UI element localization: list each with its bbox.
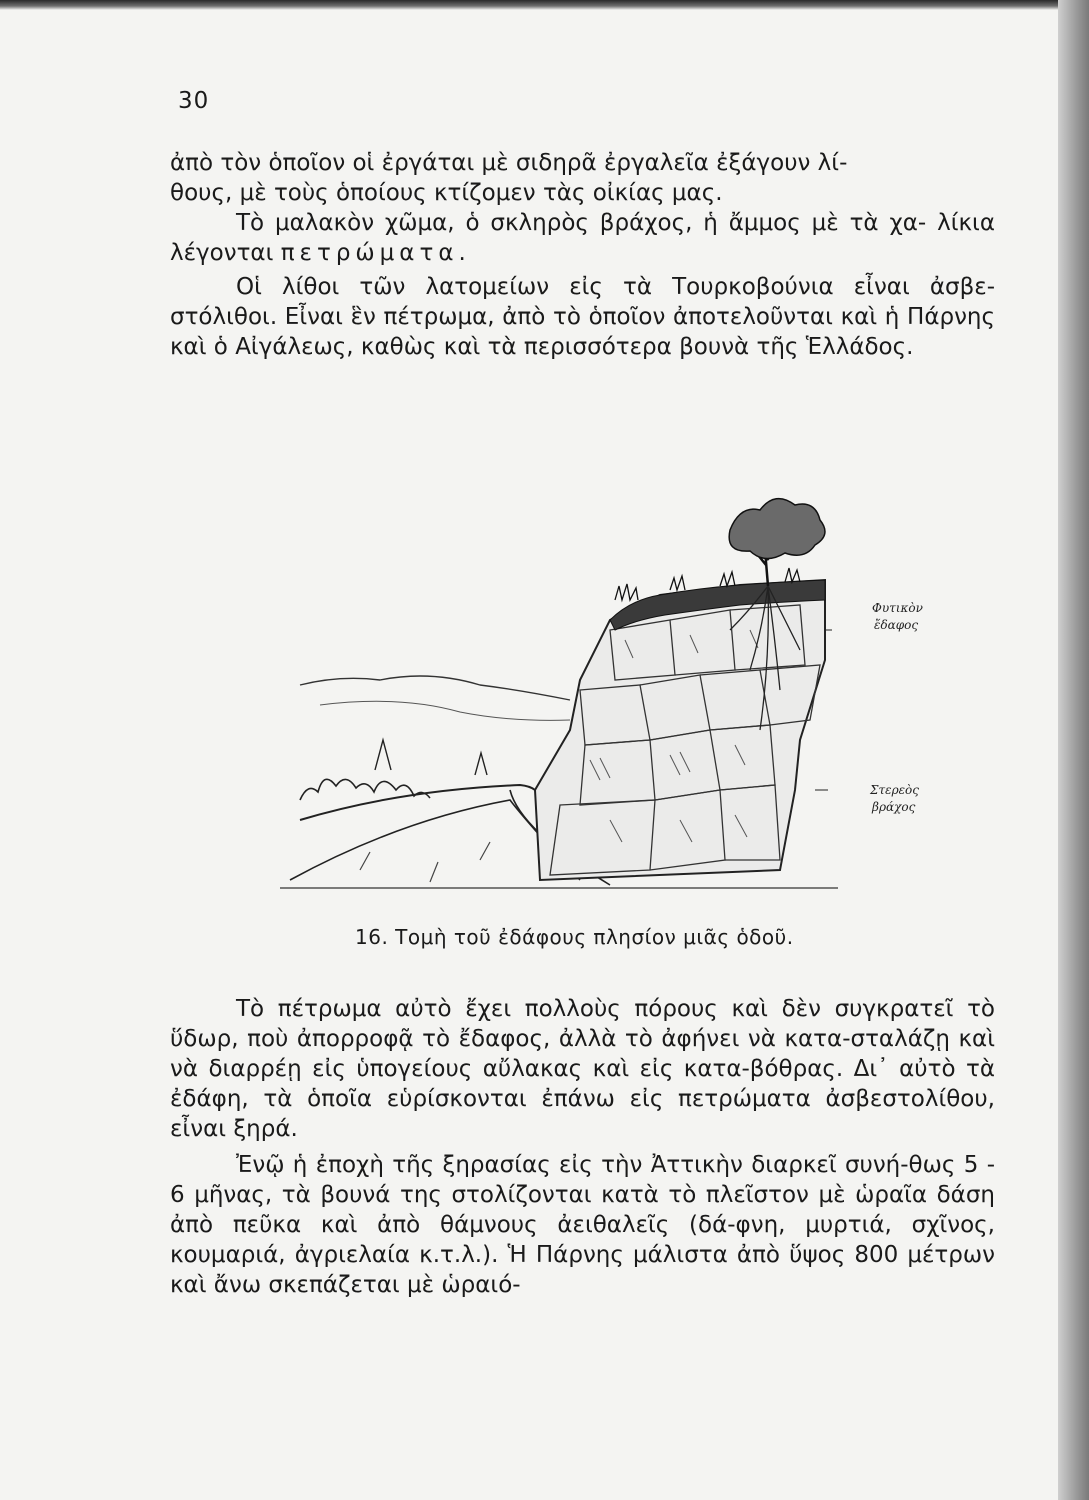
spaced-term-petromata: πετρώματα. [280, 240, 471, 266]
label-solid-rock [870, 782, 919, 816]
far-ridge [320, 701, 570, 720]
paragraph-5: Ἐνῷ ἡ ἐποχὴ τῆς ξηρασίας εἰς τὴν Ἀττικὴν διαρκεῖ συνή-θως 5 - 6 μῆνας, τὰ βουνά της στολίζονται κατὰ τὸ πλεῖστον μὲ ὡραῖα δάση ἀπὸ πεῦκα καὶ ἀπὸ θάμνους ἀειθαλεῖς (δά-φνη, μυρτιά, σχῖνος, κουμαριά, ἀγριελαία κ.τ.λ.). Ἡ Πάρνης μάλιστα ἀπὸ ὕψος 800 μέτρων καὶ ἄνω σκεπάζεται μὲ ὡραιό- [170, 1152, 995, 1298]
tree-foliage [729, 499, 825, 559]
left-bushes [300, 779, 430, 800]
text-line-1: ἀπὸ τὸν ὁποῖον οἱ ἐργάται μὲ σιδηρᾶ ἐργαλεῖα ἐξάγουν λί- [170, 150, 848, 176]
label-plant-soil-line2: ἔδαφος [874, 618, 919, 632]
top-text-block [170, 148, 995, 362]
bottom-text-block [170, 994, 995, 1300]
text-line-2: θους, μὲ τοὺς ὁποίους κτίζομεν τὰς οἰκίας μας. [170, 180, 723, 206]
page-top-shadow [0, 0, 1089, 10]
left-trees [375, 740, 487, 775]
page-number: 30 [178, 88, 210, 114]
paragraph-2 [170, 208, 995, 268]
road-cut-illustration [280, 490, 840, 920]
paragraph-4: Τὸ πέτρωμα αὐτὸ ἔχει πολλοὺς πόρους καὶ δὲν συγκρατεῖ τὸ ὕδωρ, ποὺ ἀπορροφᾷ τὸ ἔδαφος, ἀλλὰ τὸ ἀφήνει νὰ κατα-σταλάζῃ καὶ νὰ διαρρέῃ εἰς ὑπογείους αὔλακας καὶ εἰς κατα-βόθρας. Δι᾽ αὐτὸ τὰ ἐδάφη, τὰ ὁποῖα εὑρίσκονται ἐπάνω εἰς πετρώματα ἀσβεστολίθου, εἶναι ξηρά. [170, 996, 995, 1142]
paragraph-2-end: λίκια λέγονται [170, 210, 995, 266]
label-solid-rock-line2: βράχος [872, 800, 916, 814]
figure-caption: 16. Τομὴ τοῦ ἐδάφους πλησίον μιᾶς ὁδοῦ. [355, 925, 794, 949]
book-edge-shadow [1058, 0, 1089, 1500]
label-plant-soil [872, 600, 923, 634]
distant-hills [300, 676, 570, 700]
label-plant-soil-line1: Φυτικὸν [872, 601, 923, 615]
paragraph-3: Οἱ λίθοι τῶν λατομείων εἰς τὰ Τουρκοβούνια εἶναι ἀσβε-στόλιθοι. Εἶναι ἓν πέτρωμα, ἀπὸ τὸ ὁποῖον ἀποτελοῦνται καὶ ἡ Πάρνης καὶ ὁ Αἰγάλεως, καθὼς καὶ τὰ περισσότερα βουνὰ τῆς Ἑλλάδος. [170, 274, 995, 360]
road-ruts [360, 842, 490, 882]
label-solid-rock-line1: Στερεὸς [870, 783, 920, 797]
paragraph-2-start: Τὸ μαλακὸν χῶμα, ὁ σκληρὸς βράχος, ἡ ἄμμος μὲ τὰ χα- [236, 210, 927, 236]
rock-outcrop [535, 580, 825, 880]
